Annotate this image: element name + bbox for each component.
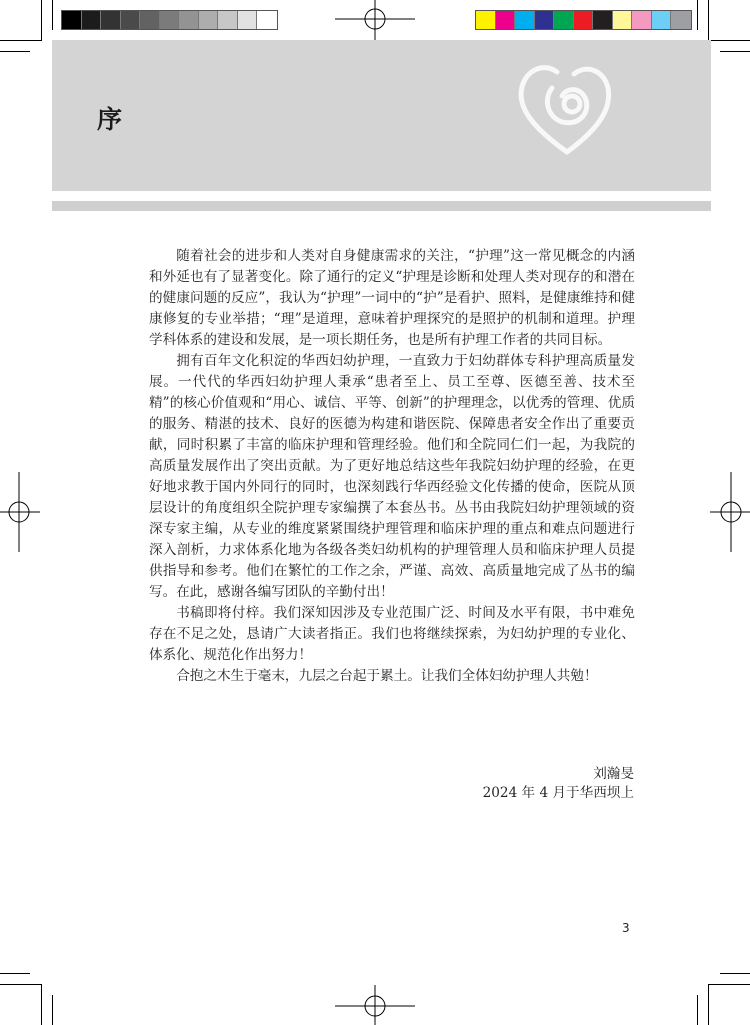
crop-mark-icon — [0, 974, 53, 1025]
paragraph: 合抱之木生于毫末，九层之台起于累土。让我们全体妇幼护理人共勉！ — [176, 668, 598, 684]
grayscale-calibration-bar — [61, 10, 278, 30]
calibration-swatch — [652, 11, 672, 29]
calibration-swatch — [121, 11, 141, 29]
signature-date: 2024 年 4 月于华西坝上 — [482, 785, 634, 801]
calibration-swatch — [82, 11, 102, 29]
calibration-swatch — [179, 11, 199, 29]
calibration-swatch — [593, 11, 613, 29]
registration-target-icon — [335, 985, 415, 1025]
author-signature: 刘瀚旻 — [593, 766, 634, 782]
calibration-swatch — [476, 11, 496, 29]
calibration-swatch — [62, 11, 82, 29]
heart-mother-child-logo-icon — [512, 52, 622, 162]
calibration-swatch — [671, 11, 691, 29]
paragraph: 书稿即将付梓。我们深知因涉及专业范围广泛、时间及水平有限，书中难免存在不足之处，恳请广大读者指正。我们也将继续探索，为妇幼护理的专业化、体系化、规范化作出努力！ — [149, 605, 635, 663]
calibration-swatch — [160, 11, 180, 29]
calibration-swatch — [101, 11, 121, 29]
calibration-swatch — [554, 11, 574, 29]
calibration-swatch — [238, 11, 258, 29]
calibration-swatch — [613, 11, 633, 29]
calibration-swatch — [515, 11, 535, 29]
calibration-swatch — [257, 11, 277, 29]
preface-body — [149, 246, 635, 687]
calibration-swatch — [574, 11, 594, 29]
calibration-swatch — [535, 11, 555, 29]
header-divider — [52, 201, 711, 211]
paragraph: 拥有百年文化积淀的华西妇幼护理，一直致力于妇幼群体专科护理高质量发展。一代代的华西妇幼护理人秉承“患者至上、员工至尊、医德至善、技术至精”的核心价值观和“用心、诚信、平等、创新”的护理理念，以优秀的管理、优质的服务、精湛的技术、良好的医德为构建和谐医院、保障患者安全作出了重要贡献，同时积累了丰富的临床护理和管理经验。他们和全院同仁们一起，为我院的高质量发展作出了突出贡献。为了更好地总结这些年我院妇幼护理的经验，在更好地求教于国内外同行的同时，也深刻践行华西经验文化传播的使命，医院从顶层设计的角度组织全院护理专家编撰了本套丛书。丛书由我院妇幼护理领域的资深专家主编，从专业的维度紧紧围绕护理管理和临床护理的重点和难点问题进行深入剖析，力求体系化地为各级各类妇幼机构的护理管理人员和临床护理人员提供指导和参考。他们在繁忙的工作之余，严谨、高效、高质量地完成了丛书的编写。在此，感谢各编写团队的辛勤付出！ — [149, 353, 635, 600]
page-title: 序 — [97, 105, 124, 134]
calibration-swatch — [140, 11, 160, 29]
calibration-swatch — [218, 11, 238, 29]
registration-target-icon — [335, 0, 415, 40]
crop-mark-icon — [0, 0, 53, 52]
calibration-swatch — [496, 11, 516, 29]
calibration-swatch — [632, 11, 652, 29]
registration-target-icon — [710, 472, 750, 552]
registration-target-icon — [0, 472, 40, 552]
color-calibration-bar — [475, 10, 692, 30]
crop-mark-icon — [698, 974, 750, 1025]
calibration-swatch — [199, 11, 219, 29]
paragraph: 随着社会的进步和人类对自身健康需求的关注，“护理”这一常见概念的内涵和外延也有了显著变化。除了通行的定义“护理是诊断和处理人类对现存的和潜在的健康问题的反应”，我认为“护理”一词中的“护”是看护、照料，是健康维持和健康修复的专业举措；“理”是道理，意味着护理探究的是照护的机制和道理。护理学科体系的建设和发展，是一项长期任务，也是所有护理工作者的共同目标。 — [149, 248, 635, 348]
page-number: 3 — [622, 921, 630, 935]
